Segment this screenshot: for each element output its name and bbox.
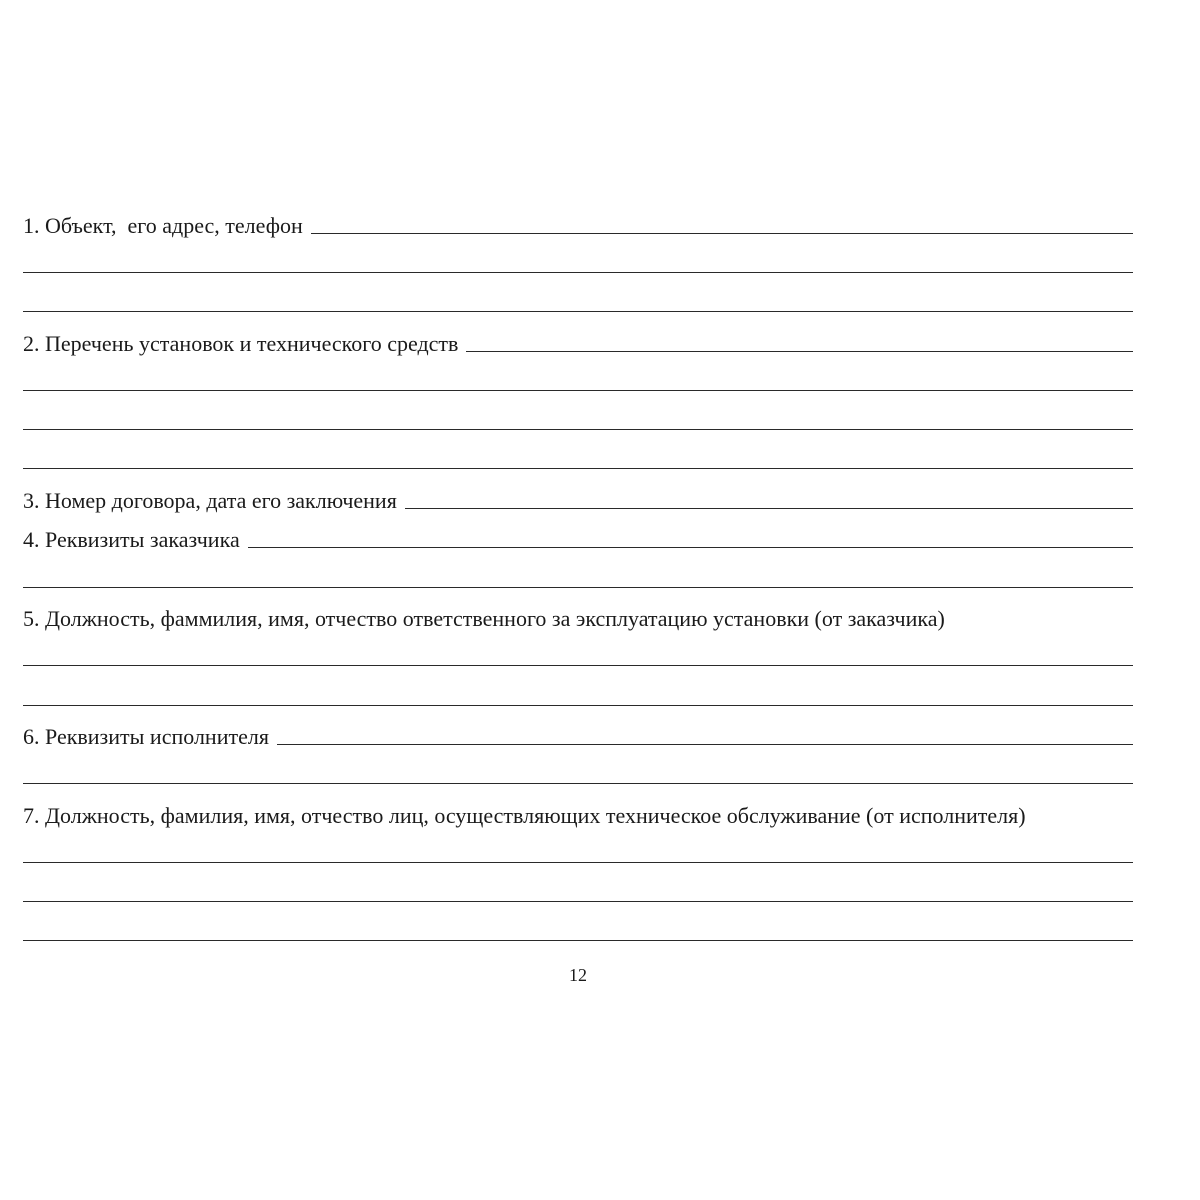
blank-line[interactable] [23,940,1133,941]
field-label: 7. Должность, фамилия, имя, отчество лиц, осуществляющих техническое обслуживание (от исполнителя) [23,803,1026,828]
field-label: 1. Объект, его адрес, телефон [23,213,303,238]
blank-line[interactable] [23,390,1133,391]
blank-line[interactable] [23,468,1133,469]
field-label: 2. Перечень установок и технического средств [23,331,459,356]
blank-line[interactable] [277,744,1133,745]
blank-line[interactable] [23,311,1133,312]
continuation-line [23,756,1133,786]
field-customer-details [23,520,1133,550]
continuation-line [23,402,1133,432]
field-label: 3. Номер договора, дата его заключения [23,488,397,513]
field-contractor-details [23,717,1133,747]
blank-line[interactable] [248,547,1133,548]
blank-line[interactable] [23,429,1133,430]
field-label: 4. Реквизиты заказчика [23,527,240,552]
blank-line[interactable] [23,862,1133,863]
field-contract-number-date [23,481,1133,511]
blank-line[interactable] [466,351,1133,352]
continuation-line [23,678,1133,708]
field-installations-list [23,324,1133,354]
blank-line[interactable] [23,665,1133,666]
blank-line[interactable] [23,587,1133,588]
field-label: 6. Реквизиты исполнителя [23,724,269,749]
blank-line[interactable] [311,233,1133,234]
page-number: 12 [569,965,587,985]
continuation-line [23,913,1133,943]
blank-line[interactable] [23,705,1133,706]
blank-line[interactable] [23,901,1133,902]
continuation-line [23,441,1133,471]
blank-line[interactable] [23,272,1133,273]
continuation-line [23,835,1133,865]
continuation-line [23,638,1133,668]
continuation-line [23,284,1133,314]
field-object-address-phone [23,206,1133,236]
blank-line[interactable] [405,508,1133,509]
field-customer-responsible-person [23,599,1133,629]
continuation-line [23,363,1133,393]
continuation-line [23,560,1133,590]
continuation-line [23,874,1133,904]
blank-line[interactable] [23,783,1133,784]
field-maintenance-personnel [23,796,1133,826]
continuation-line [23,245,1133,275]
field-label: 5. Должность, фаммилия, имя, отчество ответственного за эксплуатацию установки (от заказчика) [23,606,945,631]
